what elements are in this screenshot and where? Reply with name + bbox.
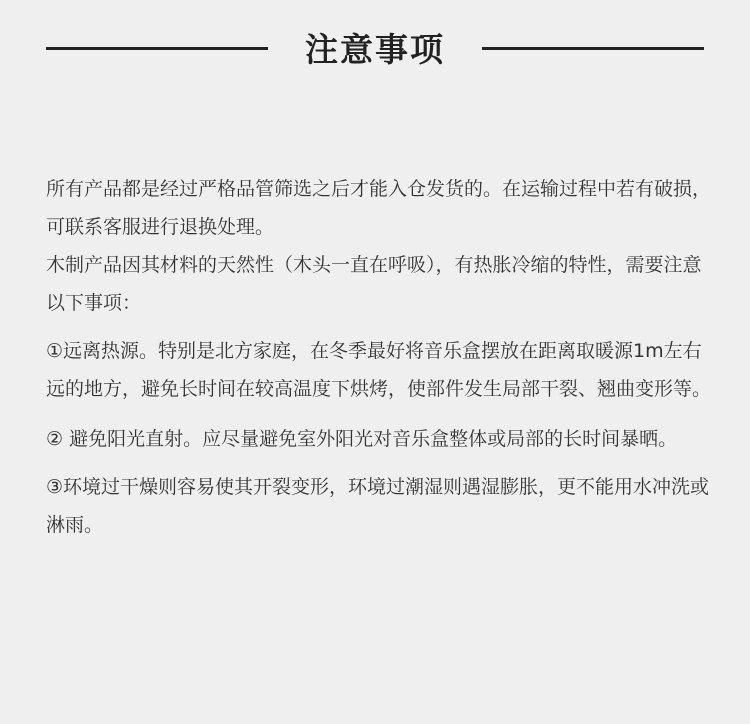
left-divider-line <box>46 47 268 50</box>
page-title: 注意事项 <box>305 30 445 69</box>
right-divider-line <box>482 47 704 50</box>
paragraph-shipping: 所有产品都是经过严格品管筛选之后才能入仓发货的。在运输过程中若有破损，可联系客服进行退换处理。 <box>46 178 712 238</box>
paragraph-wood-nature: 木制产品因其材料的天然性（木头一直在呼吸），有热胀冷缩的特性，需要注意以下事项： <box>46 254 702 314</box>
paragraph-sunlight: ② 避免阳光直射。应尽量避免室外阳光对音乐盒整体或局部的长时间暴晒。 <box>46 428 678 450</box>
paragraph-heat-source: ①远离热源。特别是北方家庭，在冬季最好将音乐盒摆放在距离取暖源1m左右远的地方，避免长时间在较高温度下烘烤，使部件发生局部干裂、翘曲变形等。 <box>46 340 712 400</box>
notice-content <box>46 170 716 544</box>
section-header <box>0 22 750 78</box>
paragraph-humidity: ③环境过干燥则容易使其开裂变形，环境过潮湿则遇湿膨胀，更不能用水冲洗或淋雨。 <box>46 476 710 536</box>
